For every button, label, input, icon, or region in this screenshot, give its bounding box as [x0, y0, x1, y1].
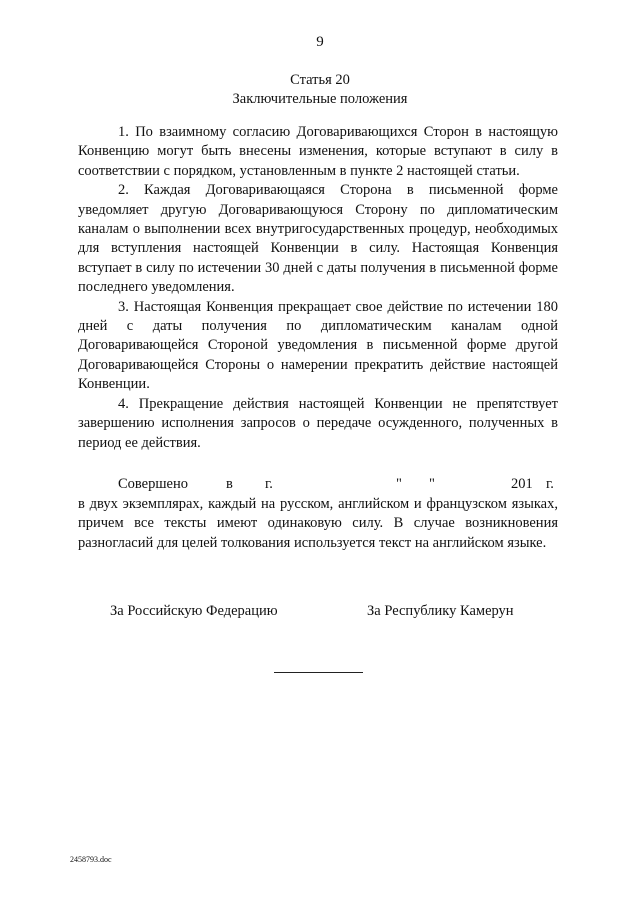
signature-russia: За Российскую Федерацию	[110, 603, 278, 619]
paragraph-2: 2. Каждая Договаривающаяся Сторона в письменной форме уведомляет другую Договаривающуюся Сторону по дипломатическим каналам о выполнении всех внутригосударственных процедур, необходимых для вступления настоящей Конвенции в силу. Настоящая Конвенция вступает в силу по истечении 30 дней с даты получения в письменной форме последнего уведомления.	[78, 182, 558, 296]
done-at-line	[78, 476, 558, 496]
done-at-city: г.	[265, 476, 273, 492]
done-at-quote-close: "	[429, 476, 435, 492]
done-at-word: Совершено	[118, 476, 188, 492]
closing-text: в двух экземплярах, каждый на русском, английском и французском языках, причем все тексты имеют одинаковую силу. В случае возникновения разногласий для целей толкования используется текст на английском языке.	[78, 496, 558, 551]
article-number: Статья 20	[290, 72, 350, 88]
end-divider	[274, 672, 363, 673]
paragraph-1: 1. По взаимному согласию Договаривающихся Сторон в настоящую Конвенцию могут быть внесены изменения, которые вступают в силу в соответствии с порядком, установленным в пункте 2 настоящей статьи.	[78, 124, 558, 179]
article-title: Заключительные положения	[232, 91, 408, 107]
done-at-quote-open: "	[396, 476, 402, 492]
footer-file-name: 2458793.doc	[70, 855, 112, 864]
done-at-in: в	[226, 476, 233, 492]
paragraph-4: 4. Прекращение действия настоящей Конвенции не препятствует завершению исполнения запросов о передаче осужденного, полученных в период ее действия.	[78, 395, 558, 451]
paragraph-3: 3. Настоящая Конвенция прекращает свое действие по истечении 180 дней с даты получения по дипломатическим каналам одной Договаривающейся Стороной уведомления в письменной форме другой Договаривающейся Стороны о намерении прекратить действие настоящей Конвенции.	[78, 298, 558, 393]
done-at-year: 201	[511, 476, 533, 492]
closing-clause	[78, 495, 558, 553]
page-number: 9	[316, 34, 324, 50]
article-body	[78, 123, 558, 453]
signature-cameroon: За Республику Камерун	[367, 603, 514, 619]
done-at-year-suffix: г.	[546, 476, 554, 492]
